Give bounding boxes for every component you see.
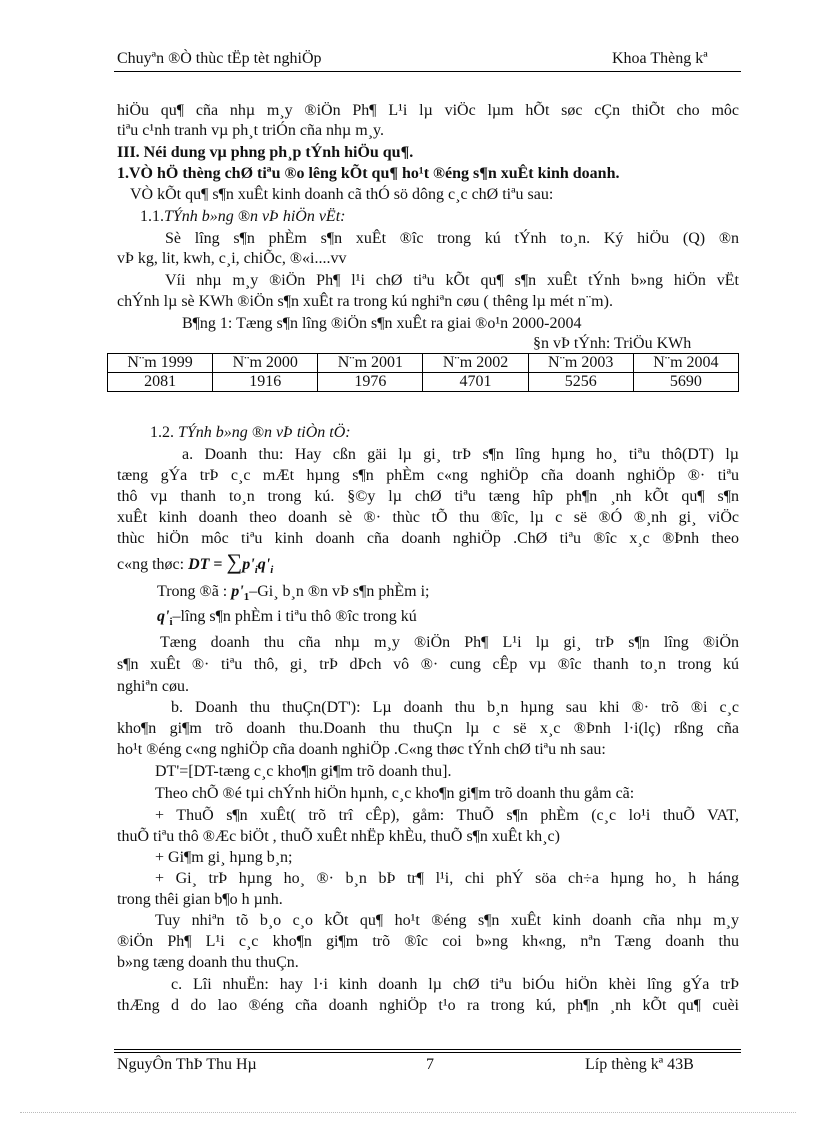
paragraph-line: Theo chÕ ®é tµi chÝnh hiÖn hµnh, c¸c kho¶n gi¶m trõ doanh thu gåm cã:: [155, 785, 635, 802]
subsection-label: TÝnh b»ng ®n vÞ hiÖn vËt:: [164, 208, 346, 225]
footer-rule-top: [114, 1049, 741, 1050]
table-header-cell: N¨m 2004: [633, 354, 738, 373]
paragraph-line: thÆng d do lao ®éng cña doanh nghiÖp t¹o ra trong kú, ph¶n ¸nh kÕt qu¶ cuèi: [117, 997, 739, 1014]
paragraph-line: thuÕ tiªu thô ®Æc biÖt , thuÕ xuÊt nhËp khÈu, thuÕ s¶n xuÊt kh¸c): [117, 828, 560, 845]
table-header-cell: N¨m 2000: [213, 354, 318, 373]
formula-subscript: i: [254, 564, 258, 577]
paragraph-line: b»ng tæng doanh thu thuÇn.: [117, 954, 299, 971]
production-table: [107, 353, 739, 392]
subsection-title: [140, 207, 345, 227]
table-header-cell: N¨m 2002: [423, 354, 528, 373]
formula-price: p': [242, 556, 255, 573]
formula-lhs: DT: [188, 556, 210, 573]
paragraph-line: Sè lîng s¶n phÈm s¶n xuÊt ®îc trong kú tÝnh to¸n. Ký hiÖu (Q) ®n: [165, 230, 739, 247]
paragraph-line: + Gi¸ trÞ hµng ho¸ ®· b¸n bÞ tr¶ l¹i, chi phÝ söa ch÷a hµng ho¸ h háng: [155, 870, 739, 887]
definition-text: –Gi¸ b¸n ®n vÞ s¶n phÈm i;: [249, 583, 430, 600]
paragraph-line: Tæng doanh thu cña nhµ m¸y ®iÖn Ph¶ L¹i lµ gi¸ trÞ s¶n lîng ®iÖn: [160, 634, 739, 651]
table-caption: B¶ng 1: Tæng s¶n lîng ®iÖn s¶n xuÊt ra giai ®o¹n 2000-2004: [182, 315, 582, 332]
subsection-label: TÝnh b»ng ®n vÞ tiÒn tÖ:: [178, 424, 351, 441]
table-header-cell: N¨m 1999: [108, 354, 213, 373]
paragraph-line: Víi nhµ m¸y ®iÖn Ph¶ l¹i chØ tiªu kÕt qu¶ s¶n xuÊt tÝnh b»ng hiÖn vËt: [165, 272, 739, 289]
table-cell: 2081: [108, 373, 213, 392]
paragraph-line: nghiªn cøu.: [117, 678, 189, 695]
subsection-number: 1.1.: [140, 208, 164, 225]
table-header-row: [108, 354, 739, 373]
definition-prefix: Trong ®ã :: [157, 583, 228, 600]
table-cell: 5690: [633, 373, 738, 392]
subsection-number: 1.2.: [150, 424, 174, 441]
paragraph-line: s¶n xuÊt ®· tiªu thô, gi¸ trÞ dÞch vô ®· cung cÊp vµ ®îc thanh to¸n trong kú: [117, 656, 739, 673]
definition-text: –lîng s¶n phÈm i tiªu thô ®îc trong kú: [172, 608, 417, 625]
symbol-subscript: 1: [243, 591, 250, 604]
paragraph-line: VÒ kÕt qu¶ s¶n xuÊt kinh doanh cã thÓ sö dông c¸c chØ tiªu sau:: [130, 186, 554, 203]
formula-line: [117, 549, 274, 580]
paragraph-line: ®iÖn Ph¶ L¹i c¸c kho¶n gi¶m trõ ®îc coi b»ng kh«ng, nªn Tæng doanh thu: [117, 933, 739, 950]
paragraph-line: Tuy nhiªn tõ b¸o c¸o kÕt qu¶ ho¹t ®éng s¶n xuÊt kinh doanh cña nhµ m¸y: [155, 912, 739, 929]
paragraph-line: c. Lîi nhuËn: hay l·i kinh doanh lµ chØ tiªu biÓu hiÖn khèi lîng gÝa trÞ: [171, 976, 739, 993]
paragraph-line: tæng gÝa trÞ c¸c mÆt hµng s¶n phÈm c«ng nghiÖp cña doanh nghiÖp ®· tiªu: [117, 467, 739, 484]
paragraph-line: kho¶n gi¶m trõ doanh thu.Doanh thu thuÇn lµ c së x¸c ®Þnh l·i(lç) rßng cña: [117, 720, 739, 737]
footer-author: NguyÔn ThÞ Thu Hµ: [117, 1056, 257, 1073]
paragraph-line: + ThuÕ s¶n xuÊt( trõ trî cÊp), gåm: ThuÕ s¶n phÈm (c¸c lo¹i thuÕ VAT,: [155, 807, 739, 824]
paragraph-line: a. Doanh thu: Hay cßn gäi lµ gi¸ trÞ s¶n lîng hµng ho¸ tiªu thô(DT) lµ: [182, 446, 739, 463]
table-cell: 1916: [213, 373, 318, 392]
symbol-quantity: q': [157, 608, 170, 625]
sum-symbol: ∑: [226, 549, 243, 574]
paragraph-line: xuÊt kinh doanh theo doanh sè ®· thùc tÕ thu ®îc, lµ c së ®Ó ®¸nh gi¸ viÖc: [117, 509, 739, 526]
table-header-cell: N¨m 2003: [528, 354, 633, 373]
table-cell: 4701: [423, 373, 528, 392]
table-unit: §n vÞ tÝnh: TriÖu KWh: [533, 335, 692, 352]
footer-rule-bottom: [114, 1052, 741, 1053]
paragraph-line: thô vµ thanh to¸n trong kú. §©y lµ chØ tiªu tæng hîp ph¶n ¸nh kÕt qu¶ s¶n: [117, 488, 739, 505]
subsection-title: [150, 423, 351, 443]
paragraph-line: b. Doanh thu thuÇn(DT'): Lµ doanh thu b¸n hµng sau khi ®· trõ ®i c¸c: [171, 699, 739, 716]
paragraph-line: DT'=[DT-tæng c¸c kho¶n gi¶m trõ doanh thu].: [155, 763, 452, 780]
footer-class: Líp thèng kª 43B: [585, 1056, 694, 1073]
subsection-heading: 1.VÒ hÖ thèng chØ tiªu ®o lêng kÕt qu¶ ho¹t ®éng s¶n xuÊt kinh doanh.: [117, 165, 620, 182]
paragraph-line: trong thêi gian b¶o h µnh.: [117, 891, 283, 908]
definition-line: [157, 607, 417, 632]
paragraph-line: hiÖu qu¶ cña nhµ m¸y ®iÖn Ph¶ L¹i lµ viÖc lµm hÕt søc cÇn thiÕt cho môc: [117, 102, 739, 119]
formula-equals: =: [213, 556, 223, 573]
paragraph-line: thùc hiÖn môc tiªu kinh doanh cña doanh nghiÖp .ChØ tiªu ®îc x¸c ®Þnh theo: [117, 530, 739, 547]
paragraph-line: tiªu c¹nh tranh vµ ph¸t triÓn cña nhµ m¸y.: [117, 122, 384, 139]
paragraph-line: vÞ kg, lit, kwh, c¸i, chiÕc, ®«i....vv: [117, 250, 347, 267]
paragraph-line: chÝnh lµ sè KWh ®iÖn s¶n xuÊt ra trong kú nghiªn cøu ( thêng lµ mét n¨m).: [117, 293, 613, 310]
formula-label: c«ng thøc:: [117, 556, 185, 573]
formula-subscript: i: [270, 564, 274, 577]
table-cell: 5256: [528, 373, 633, 392]
page-edge-divider: [20, 1112, 796, 1113]
page-number: 7: [426, 1056, 434, 1073]
formula-quantity: q': [257, 556, 271, 573]
header-title: Chuyªn ®Ò thùc tËp tèt nghiÖp: [117, 50, 322, 67]
paragraph-line: ho¹t ®éng c«ng nghiÖp cña doanh nghiÖp .C«ng thøc tÝnh chØ tiªu nh sau:: [117, 741, 606, 758]
symbol-price: p': [231, 583, 244, 600]
table-row: [108, 373, 739, 392]
header-department: Khoa Thèng kª: [612, 50, 708, 67]
header-rule: [114, 71, 741, 72]
symbol-subscript: i: [169, 616, 173, 629]
definition-line: [157, 582, 430, 607]
table-header-cell: N¨m 2001: [318, 354, 423, 373]
table-cell: 1976: [318, 373, 423, 392]
paragraph-line: + Gi¶m gi¸ hµng b¸n;: [155, 849, 293, 866]
section-heading: III. Néi dung vµ phng ph¸p tÝnh hiÖu qu¶.: [117, 144, 414, 161]
